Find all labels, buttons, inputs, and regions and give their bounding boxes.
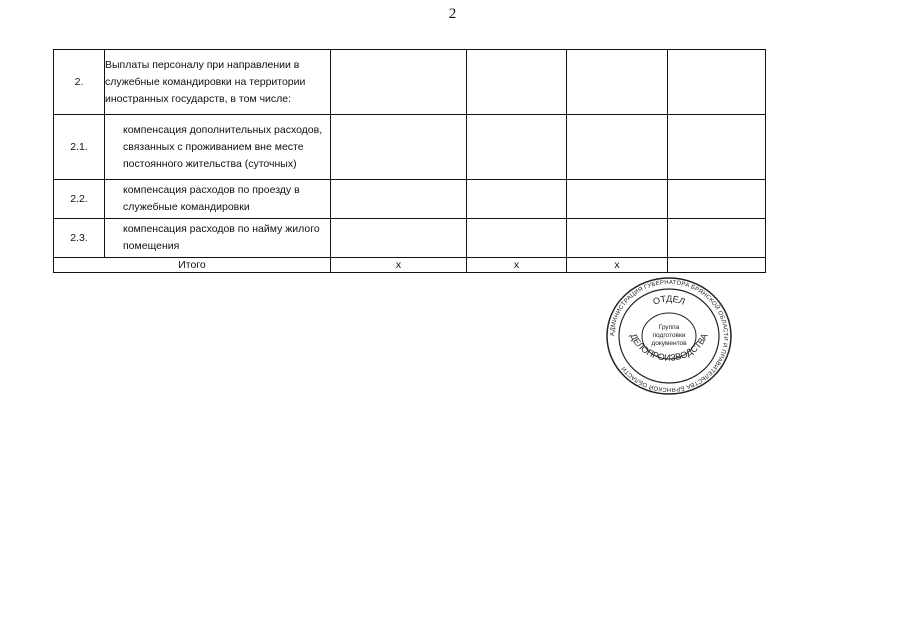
value-cell — [331, 219, 467, 258]
value-cell — [467, 219, 567, 258]
value-cell — [567, 219, 668, 258]
stamp-top-text: ОТДЕЛ — [651, 293, 687, 307]
value-cell — [331, 180, 467, 219]
value-cell — [668, 258, 766, 273]
total-x-cell: х — [467, 258, 567, 273]
value-cell — [331, 50, 467, 115]
value-cell — [467, 50, 567, 115]
value-cell — [567, 180, 668, 219]
stamp-center-line: Группа — [658, 324, 680, 331]
page-number: 2 — [448, 6, 457, 22]
value-cell — [668, 180, 766, 219]
row-number: 2. — [54, 50, 105, 115]
value-cell — [567, 115, 668, 180]
value-cell — [467, 115, 567, 180]
value-cell — [668, 219, 766, 258]
row-description: компенсация расходов по найму жилого помещения — [105, 219, 331, 258]
total-x-cell: х — [331, 258, 467, 273]
row-description: Выплаты персоналу при направлении в служебные командировки на территории иностранных государств, в том числе: — [105, 50, 331, 115]
svg-text:ОТДЕЛ — [652, 294, 687, 307]
official-stamp — [606, 277, 732, 395]
stamp-center-line: документов — [651, 340, 687, 347]
value-cell — [668, 50, 766, 115]
row-number: 2.1. — [54, 115, 105, 180]
value-cell — [668, 115, 766, 180]
total-row — [54, 258, 766, 273]
stamp-center-line: подготовки — [652, 332, 686, 339]
total-label: Итого — [54, 258, 331, 273]
stamp-middle-text: ДЕЛОПРОИЗВОДСТВА — [628, 331, 710, 363]
table-row — [54, 219, 766, 258]
row-number: 2.2. — [54, 180, 105, 219]
value-cell — [331, 115, 467, 180]
row-number: 2.3. — [54, 219, 105, 258]
value-cell — [567, 50, 668, 115]
row-description: компенсация дополнительных расходов, связанных с проживанием вне месте постоянного жительства (суточных) — [105, 115, 331, 180]
table-row — [54, 115, 766, 180]
row-description: компенсация расходов по проезду в служебные командировки — [105, 180, 331, 219]
expense-table — [53, 49, 766, 273]
table-row — [54, 180, 766, 219]
total-x-cell: х — [567, 258, 668, 273]
stamp-outer-text: АДМИНИСТРАЦИЯ ГУБЕРНАТОРА БРЯНСКОЙ ОБЛАСТИ И ПРАВИТЕЛЬСТВА БРЯНСКОЙ ОБЛАСТИ — [609, 279, 729, 393]
value-cell — [467, 180, 567, 219]
table-row — [54, 50, 766, 115]
